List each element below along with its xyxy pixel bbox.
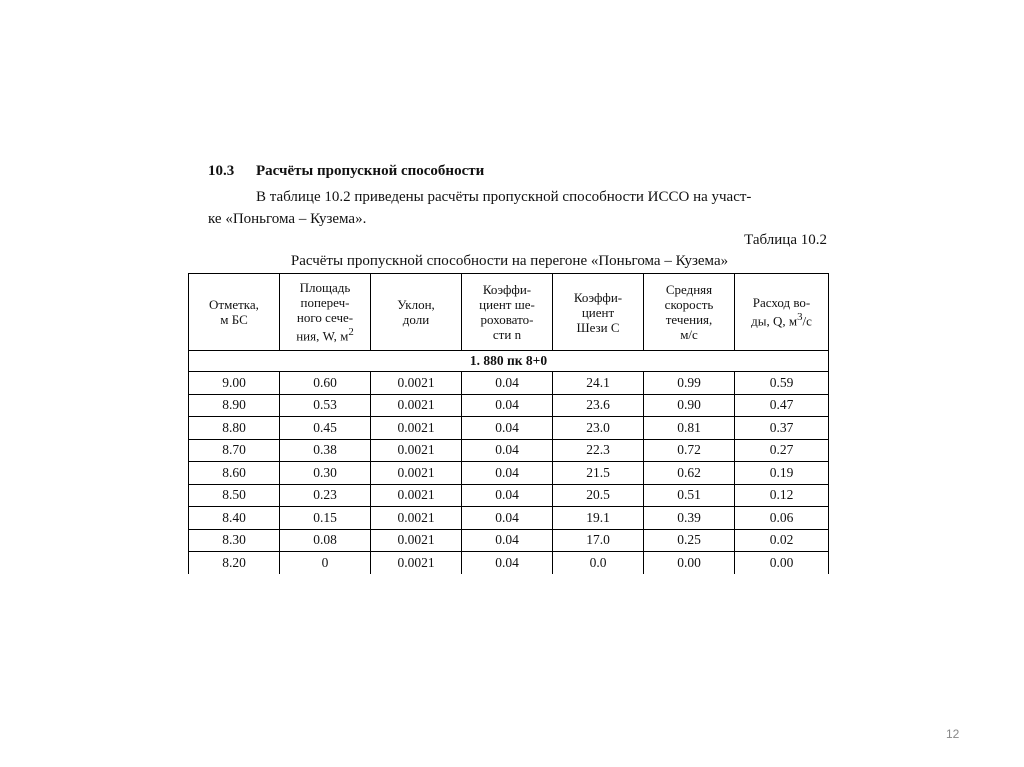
- cell-discharge: 0.27: [735, 439, 829, 462]
- cell-roughness: 0.04: [462, 552, 553, 574]
- cell-elevation: 8.60: [189, 462, 280, 485]
- cell-discharge: 0.47: [735, 394, 829, 417]
- cell-area: 0.45: [280, 417, 371, 440]
- header-discharge: Расход во- ды, Q, $м^3/с$: [735, 274, 829, 351]
- cell-area: 0.15: [280, 507, 371, 530]
- cell-velocity: 0.72: [644, 439, 735, 462]
- header-elevation: Отметка, м БС: [189, 274, 280, 351]
- header-chezy: Коэффи- циент Шези С: [553, 274, 644, 351]
- section-heading: [208, 160, 828, 182]
- cell-elevation: 8.30: [189, 529, 280, 552]
- cell-area: 0.53: [280, 394, 371, 417]
- cell-velocity: 0.51: [644, 484, 735, 507]
- cell-area: 0: [280, 552, 371, 574]
- header-velocity: Средняя скорость течения, м/с: [644, 274, 735, 351]
- cell-elevation: 8.20: [189, 552, 280, 574]
- capacity-table: [188, 273, 829, 574]
- header-roughness: Коэффи- циент ше- роховато- сти n: [462, 274, 553, 351]
- cell-slope: 0.0021: [371, 484, 462, 507]
- cell-roughness: 0.04: [462, 417, 553, 440]
- table-row: [189, 484, 829, 507]
- intro-line-1: В таблице 10.2 приведены расчёты пропускной способности ИССО на участ-: [256, 189, 752, 205]
- section-number: 10.3: [208, 163, 235, 179]
- cell-elevation: 8.70: [189, 439, 280, 462]
- cell-roughness: 0.04: [462, 507, 553, 530]
- cell-slope: 0.0021: [371, 417, 462, 440]
- table-row: [189, 372, 829, 395]
- cell-area: 0.08: [280, 529, 371, 552]
- cell-chezy: 23.6: [553, 394, 644, 417]
- intro-paragraph: [208, 186, 830, 230]
- cell-area: 0.38: [280, 439, 371, 462]
- cell-chezy: 20.5: [553, 484, 644, 507]
- cell-area: 0.23: [280, 484, 371, 507]
- cell-discharge: 0.37: [735, 417, 829, 440]
- cell-velocity: 0.25: [644, 529, 735, 552]
- cell-slope: 0.0021: [371, 552, 462, 574]
- intro-line-2: ке «Поньгома – Кузема».: [208, 211, 367, 227]
- cell-slope: 0.0021: [371, 439, 462, 462]
- cell-velocity: 0.62: [644, 462, 735, 485]
- table-row: [189, 552, 829, 574]
- header-slope: Уклон, доли: [371, 274, 462, 351]
- cell-chezy: 23.0: [553, 417, 644, 440]
- cell-area: 0.30: [280, 462, 371, 485]
- cell-discharge: 0.19: [735, 462, 829, 485]
- cell-chezy: 22.3: [553, 439, 644, 462]
- table-caption: Расчёты пропускной способности на перегоне «Поньгома – Кузема»: [290, 253, 729, 269]
- cell-chezy: 0.0: [553, 552, 644, 574]
- cell-roughness: 0.04: [462, 439, 553, 462]
- table-header-row: [189, 274, 829, 351]
- cell-elevation: 8.80: [189, 417, 280, 440]
- cell-slope: 0.0021: [371, 507, 462, 530]
- cell-roughness: 0.04: [462, 394, 553, 417]
- cell-elevation: 9.00: [189, 372, 280, 395]
- cell-discharge: 0.12: [735, 484, 829, 507]
- cell-roughness: 0.04: [462, 372, 553, 395]
- cell-velocity: 0.81: [644, 417, 735, 440]
- section-row: [189, 351, 829, 372]
- header-area: Площадь попереч- ного сече- ния, W, $м^2$: [280, 274, 371, 351]
- cell-elevation: 8.90: [189, 394, 280, 417]
- page-number: 12: [946, 727, 960, 741]
- cell-slope: 0.0021: [371, 529, 462, 552]
- cell-discharge: 0.00: [735, 552, 829, 574]
- cell-velocity: 0.90: [644, 394, 735, 417]
- cell-area: 0.60: [280, 372, 371, 395]
- cell-discharge: 0.02: [735, 529, 829, 552]
- cell-chezy: 24.1: [553, 372, 644, 395]
- section-label: 1. 880 пк 8+0: [189, 351, 829, 372]
- cell-chezy: 19.1: [553, 507, 644, 530]
- table-number: Таблица 10.2: [744, 232, 827, 248]
- cell-slope: 0.0021: [371, 462, 462, 485]
- cell-roughness: 0.04: [462, 462, 553, 485]
- cell-elevation: 8.50: [189, 484, 280, 507]
- cell-discharge: 0.59: [735, 372, 829, 395]
- table-row: [189, 439, 829, 462]
- cell-roughness: 0.04: [462, 529, 553, 552]
- table-row: [189, 507, 829, 530]
- cell-chezy: 17.0: [553, 529, 644, 552]
- cell-slope: 0.0021: [371, 372, 462, 395]
- cell-slope: 0.0021: [371, 394, 462, 417]
- table-row: [189, 394, 829, 417]
- table-row: [189, 462, 829, 485]
- cell-discharge: 0.06: [735, 507, 829, 530]
- table-row: [189, 417, 829, 440]
- cell-velocity: 0.00: [644, 552, 735, 574]
- cell-roughness: 0.04: [462, 484, 553, 507]
- cell-elevation: 8.40: [189, 507, 280, 530]
- section-title: Расчёты пропускной способности: [256, 163, 485, 179]
- table-row: [189, 529, 829, 552]
- cell-velocity: 0.39: [644, 507, 735, 530]
- cell-velocity: 0.99: [644, 372, 735, 395]
- cell-chezy: 21.5: [553, 462, 644, 485]
